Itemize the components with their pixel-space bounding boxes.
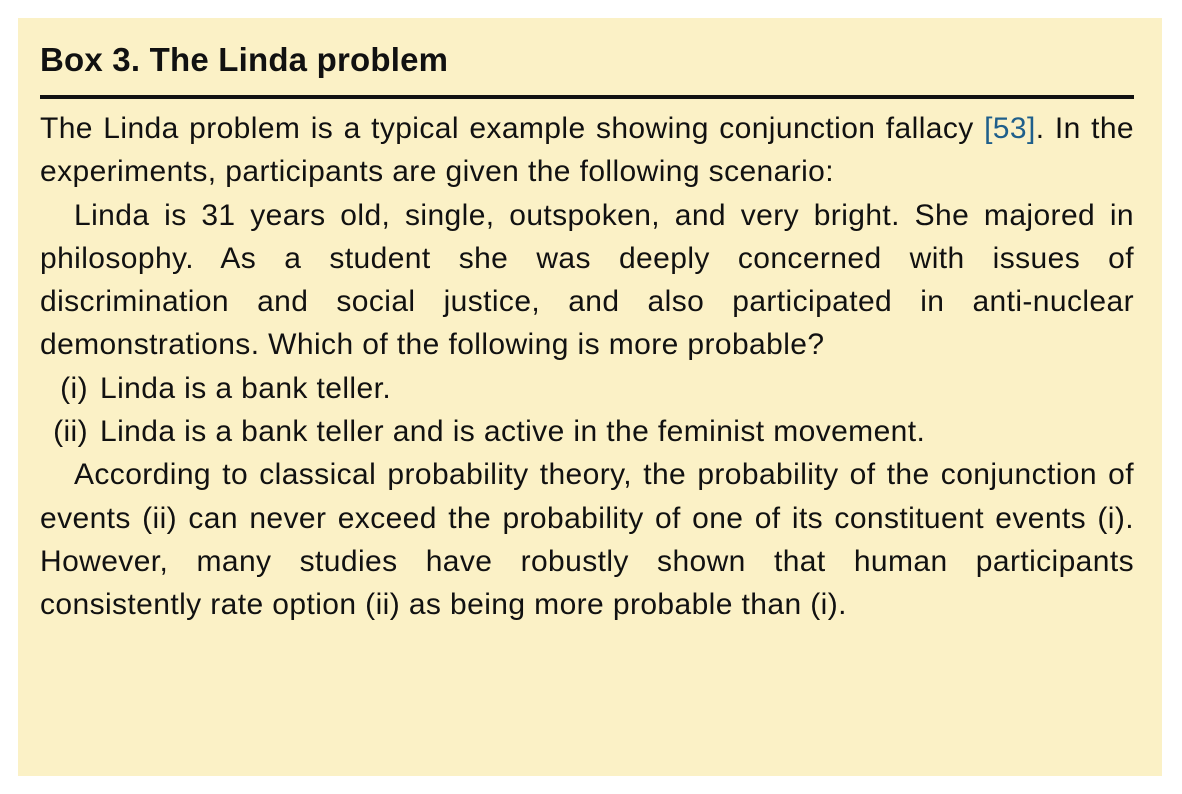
title-divider [40,95,1134,99]
option-item [40,410,1134,453]
intro-text: The Linda problem is a typical example showing conjunction fallacy [40,112,985,145]
citation-link[interactable]: [53] [984,112,1036,145]
option-text: Linda is a bank teller and is active in the feminist movement. [100,415,926,449]
option-text: Linda is a bank teller. [100,371,392,405]
box-title: Box 3. The Linda problem [40,41,449,78]
option-label: (i) [60,371,88,405]
scenario-paragraph: Linda is 31 years old, single, outspoken, and very bright. She majored in philosophy. As a student she was deeply concerned with issues of discrimination and social justice, and also participated in anti-nuclear demonstrations. Which of the following is more probable? [40,198,1134,362]
option-label: (ii) [53,415,88,449]
conclusion-paragraph: According to classical probability theory, the probability of the conjunction of events (ii) can never exceed the probability of one of its constituent events (i). However, many studies have robustly shown that human participants consistently rate option (ii) as being more probable than (i). [40,458,1134,622]
text-box [18,18,1162,776]
option-item [40,367,1134,410]
intro-paragraph [40,107,1134,194]
intro-text-continued: . In the experiments, participants are given the following scenario: [40,112,1134,189]
